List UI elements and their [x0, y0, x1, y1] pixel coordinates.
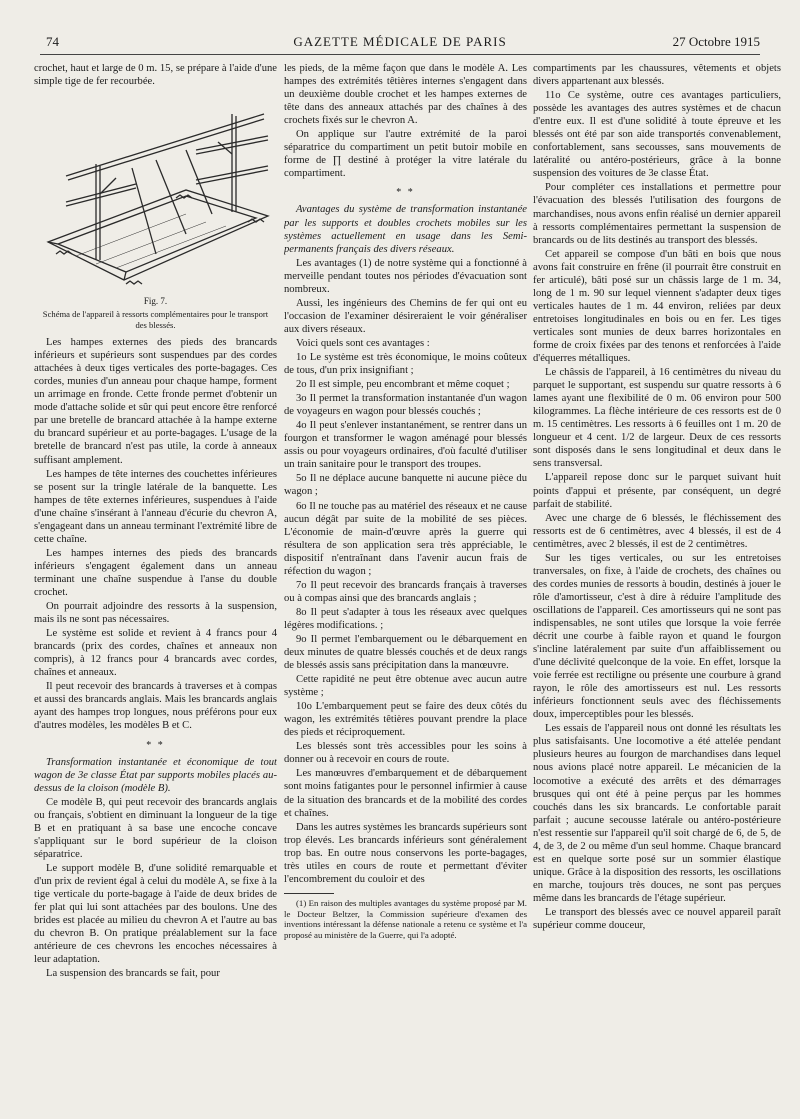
paragraph: Ce modèle B, qui peut recevoir des brancards anglais ou français, s'obtient en diminuant la longueur de la tige B et en pratiquant à sa base une encoche concave s'appliquant sur le bord supérieur de la cloison séparatrice. — [34, 796, 277, 860]
paragraph: On applique sur l'autre extrémité de la paroi séparatrice du compartiment un petit butoir mobile en forme de ∏ destiné à protéger la vitre latérale du compartiment. — [284, 129, 527, 180]
footnote: (1) En raison des multiples avantages du système proposé par M. le Docteur Beltzer, la Commission supérieure d'examen des inventions intéressant la défense nationale a retenu ce système et l'a proposé au ministère de la Guerre, qui l'a adopté. — [284, 897, 527, 941]
paragraph: crochet, haut et large de 0 m. 15, se prépare à l'aide d'une simple tige de fer recourbée. — [34, 63, 277, 88]
paragraph: Les hampes externes des pieds des brancards inférieurs et supérieurs sont suspendues par des cordes attachées à deux tiges verticales des porte-bagages. Ces cordes, munies d'un anneau pour chaque hampe, forment un arrimage en fronde. Cette fronde permet d'obtenir un mode d'attache solide et sûr qui peut encore être renforcé par une bretelle de brancard attachée à la hampe externe du brancard supérieur et au porte-bagages. L'usage de la bretelle de brancard n'est pas utile, la corde à anneaux suffisant amplement. — [34, 337, 277, 466]
paragraph: Cette rapidité ne peut être obtenue avec aucun autre système ; — [284, 674, 527, 699]
advantage-item: 9o Il permet l'embarquement ou le débarquement en deux minutes de quatre blessés couchés et de deux rangs de blessés assis sans précipitation dans la manœuvre. — [284, 633, 527, 672]
paragraph: Dans les autres systèmes les brancards supérieurs sont trop élevés. Les brancards inférieurs sont généralement trop bas. En outre nous conservons les porte-bagages, très utiles en cours de route et permettant d'éviter l'encombrement du couloir et des — [284, 821, 527, 885]
paragraph: Le système est solide et revient à 4 francs pour 4 brancards (prix des cordes, chaînes et anneaux non compris), à 12 francs pour 4 brancards avec cordes, chaînes et anneaux. — [34, 628, 277, 679]
paragraph: Les hampes internes des pieds des brancards inférieurs s'engagent également dans un anneau terminant une chaîne suspendue à l'anse du double crochet. — [34, 547, 277, 598]
paragraph: Les avantages (1) de notre système qui a fonctionné à merveille pendant toutes nos périodes d'évacuation sont nombreux. — [284, 257, 527, 295]
paragraph: Aussi, les ingénieurs des Chemins de fer qui ont eu l'occasion de l'examiner désireraient le voir généraliser aux divers réseaux. — [284, 297, 527, 335]
paragraph: La suspension des brancards se fait, pour — [46, 968, 220, 980]
figure-7 — [34, 94, 277, 330]
paragraph: Il peut recevoir des brancards à traverses et à compas et aussi des brancards anglais. Mais les brancards anglais ayant des hampes trop longues, nous préférons pour eux d'autres modèles, les modèles B et C. — [34, 681, 277, 732]
issue-date: 27 Octobre 1915 — [672, 34, 760, 49]
paragraph: Les blessés sont très accessibles pour les soins à donner ou à recevoir en cours de route. — [284, 741, 527, 766]
paragraph: Les hampes de tête internes des couchettes inférieures se posent sur la tringle latérale de la banquette. Les hampes de tête externes inférieures, suspendues à l'aide d'une chaîne s'insérant à l'anneau d'écurie du chevron A, s'engageant dans un anneau terminant l'extrémité libre de cette chaîne. — [34, 468, 277, 545]
advantage-item: 10o L'embarquement peut se faire des deux côtés du wagon, les extrémités têtières pouvant prendre la place des pieds et réciproquement. — [284, 701, 527, 739]
advantage-item: 1o Le système est très économique, le moins coûteux de tous, d'un prix insignifiant ; — [284, 351, 527, 377]
footnote-rule — [284, 893, 334, 894]
journal-title: GAZETTE MÉDICALE DE PARIS — [293, 34, 507, 49]
page-header — [40, 34, 760, 52]
advantage-item: 5o Il ne déplace aucune banquette ni aucune pièce du wagon ; — [284, 473, 527, 498]
advantage-item: 7o Il peut recevoir des brancards français à traverses ou à compas ainsi que des brancards anglais ; — [284, 579, 527, 604]
advantage-item: 8o Il peut s'adapter à tous les réseaux avec quelques légères modifications. ; — [284, 606, 527, 631]
header-rule — [40, 54, 760, 55]
column-2 — [284, 62, 527, 1109]
paragraph: compartiments par les chaussures, vêtements et objets divers appartenant aux blessés. — [533, 63, 781, 88]
advantage-item: 2o Il est simple, peu encombrant et même coquet ; — [296, 379, 510, 391]
paragraph: L'appareil repose donc sur le parquet suivant huit points d'appui et présente, par conséquent, un degré parfait de stabilité. — [533, 472, 781, 510]
paragraph: Sur les tiges verticales, ou sur les entretoises tranversales, on fixe, à l'aide de crochets, des chaînes ou des cordes munies de ressorts à boudin, destinés à jouer le rôle d'amortisseur, c'est à dire à réduire l'amplitude des oscillations de l'appareil. Ces amortisseurs qui ne sont pas indispensables, ne sont utiles que lorsque la voie ferrée décrit une courbe à faible rayon et quand le fourgon s'incline latéralement par suite d'un affaiblissement ou d'une déclivité quelconque de la voie. En effet, lorsque la voie ferrée est rectiligne ou présente une courbure à grand rayon, le rôle des amortisseurs est nul. Les ressorts inférieurs fonctionnent seuls avec des fléchissements doux, imperceptibles pour les blessés. — [533, 552, 781, 721]
paragraph: Les manœuvres d'embarquement et de débarquement sont moins fatigantes pour le personnel infirmier à cause de la situation des brancards et de la mobilité des cordes et chaînes. — [284, 768, 527, 819]
section-separator: * * — [396, 187, 415, 199]
paragraph: On pourrait adjoindre des ressorts à la suspension, mais ils ne sont pas nécessaires. — [34, 601, 277, 626]
paragraph: 11o Ce système, outre ces avantages particuliers, possède les avantages des autres systèmes et de chacun d'entre eux. Il est d'une solidité à toute épreuve et les blessés ont été par son aide transportés convenablement, confortablement, sans secousses, sans mouvements de latéralité ou antéro-postérieurs, grâce à la bonne suspension des voitures de 3e classe État. — [533, 90, 781, 180]
column-1 — [34, 62, 277, 1109]
paragraph: Voici quels sont ces avantages : — [296, 337, 430, 349]
figure-number: Fig. 7. — [143, 296, 168, 307]
paragraph: Le châssis de l'appareil, à 16 centimètres du niveau du parquet le supportant, est suspendu sur quatre ressorts à 6 lames ayant une flexibilité de 0 m. 06 environ pour 500 kilogrammes. La flèche intérieure de ces ressorts est de 0 m. 15 centimètres. Les ressorts à 6 feuilles ont 1 m. 20 de longueur et 4 cent. 1/2 de largeur. Deux de ces ressorts sont disposés dans le sens longitudinal et deux dans le sens transversal. — [533, 367, 781, 470]
paragraph: Avec une charge de 6 blessés, le fléchissement des ressorts est de 6 centimètres, avec 4 blessés, il est de 4 centimètres, avec 2 blessés, il est de 2 centimètres. — [533, 512, 781, 550]
advantage-item: 6o Il ne touche pas au matériel des réseaux et ne cause aucun dégât par suite de la mobilité de ses pièces. L'économie de main-d'œuvre après la guerre qui résultera de son application sera très appréciable, le dispositif n'entraînant dans l'avenir aucun frais de réfection du wagon ; — [284, 500, 527, 577]
section-title: Avantages du système de transformation instantanée par les supports et doubles crochets mobiles sur les systèmes actuellement en usage dans les Semi-permanents français des divers réseaux. — [284, 204, 527, 255]
column-3 — [533, 62, 781, 1109]
paragraph: les pieds, de la même façon que dans le modèle A. Les hampes des extrémités têtières internes s'engagent dans un deuxième double crochet et les hampes externes de tête dans des anneaux attachés par des chaînes à des crochets fixés sur le chevron A. — [284, 63, 527, 127]
advantage-item: 4o Il peut s'enlever instantanément, se rentrer dans un fourgon et transformer le wagon aménagé pour blessés assis ou pour voyageurs ordinaires, d'où faculté d'utiliser un train sanitaire pour le transport des troupes. — [284, 420, 527, 471]
section-title: Transformation instantanée et économique de tout wagon de 3e classe État par supports mobiles placés au-dessus de la cloison (modèle B). — [34, 756, 277, 794]
stretcher-apparatus-drawing — [36, 94, 276, 294]
paragraph: Pour compléter ces installations et permettre pour l'évacuation des blessés l'utilisation des fourgons de marchandises, nous avons enfin réalisé un dernier appareil à ressorts complémentaires permettant la suspension de brancards ou de lits destinés au transport des blessés. — [533, 182, 781, 246]
section-separator: * * — [146, 739, 165, 751]
paragraph: Le support modèle B, d'une solidité remarquable et d'un prix de revient égal à celui du modèle A, se fixe à la tige verticale du porte-bagage à l'aide de deux brides de fer plat qui lui sont attachées par des boulons. Une des brides est placée au milieu du chevron A et l'autre au bas du chevron B. On pratique préalablement sur la face antérieure de ces chevrons les encoches nécessaires à leur adaptation. — [34, 862, 277, 966]
paragraph: Cet appareil se compose d'un bâti en bois que nous avons fait construire en frêne (il pourrait être construit en fer articulé), bâti posé sur un châssis large de 1 m. 34, long de 1 m. 90 sur lequel viennent s'adapter deux tiges verticales hautes de 1 m. 44 environ, reliées par deux entretoises longitudinales en bois ou en fer. Les tiges verticales sont munies de deux barres horizontales en forme de croix fixées par des tenons et renforcées à l'aide d'équerres métalliques. — [533, 248, 781, 365]
page-number: 74 — [46, 34, 59, 49]
figure-caption: Schéma de l'appareil à ressorts complémentaires pour le transport des blessés. — [42, 309, 269, 330]
paragraph: Le transport des blessés avec ce nouvel appareil paraît supérieur comme douceur, — [533, 907, 781, 932]
paragraph: Les essais de l'appareil nous ont donné les résultats les plus satisfaisants. Une locomotive a été attelée pendant plusieurs heures au fourgon de marchandises dans lequel nous avions placé notre appareil. Le mécanicien de la locomotive a exécuté des arrêts et des démarrages brusques qui ont été à peine perçus par les hommes couchés dans les six brancards. Le confortable parait parfait ; aucune secousse latérale ou antéro-postérieure n'est ressentie sur l'appareil qu'il soit chargé de 6, de 5, de 4, de 3, de 2 ou même d'un seul homme. Chaque brancard est en quelque sorte posé sur un sommier élastique unique. Grâce à la disposition des ressorts, les oscillations en marche, toujours très douces, ne sont pas perçues même dans les brancards de l'étage supérieur. — [533, 723, 781, 904]
advantage-item: 3o Il permet la transformation instantanée d'un wagon de voyageurs en wagon pour blessés couchés ; — [284, 393, 527, 418]
